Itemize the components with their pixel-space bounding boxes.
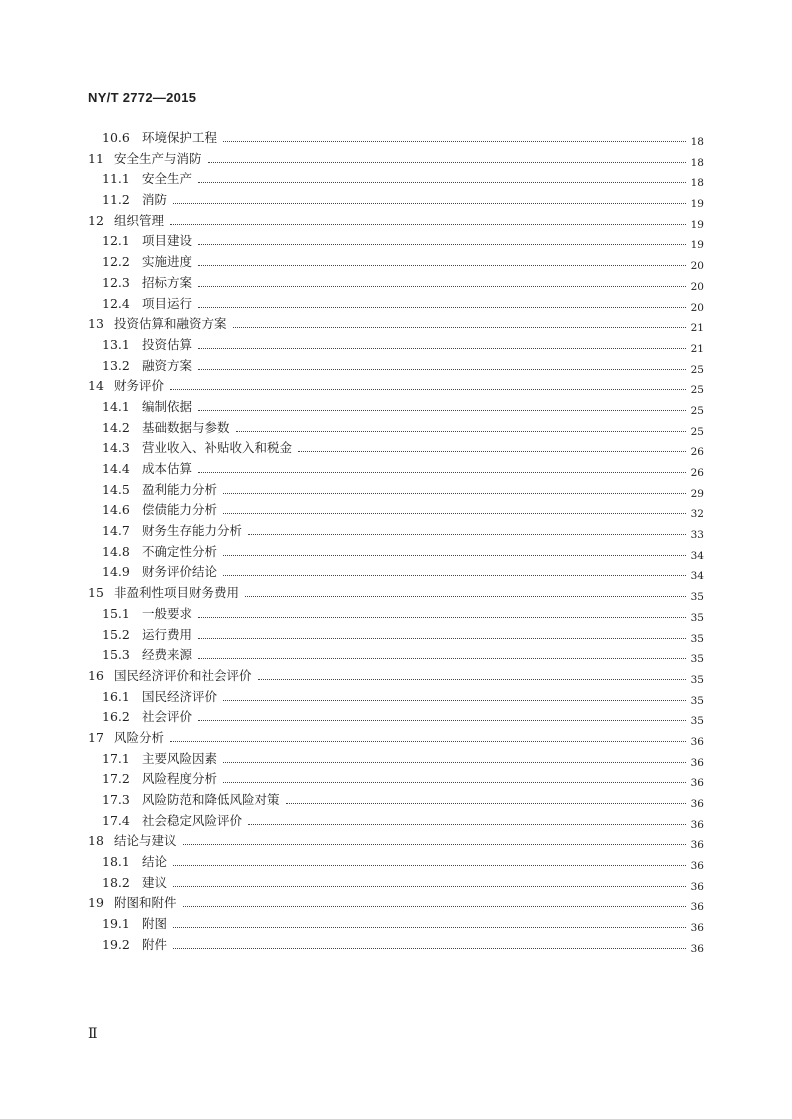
- toc-entry-page: 19: [690, 198, 704, 211]
- toc-dot-leader: [223, 141, 686, 142]
- toc-entry[interactable]: [88, 252, 704, 273]
- toc-entry-number: 17.3: [102, 792, 130, 807]
- toc-entry-number: 11.1: [102, 171, 130, 187]
- toc-entry[interactable]: [88, 480, 704, 501]
- toc-entry[interactable]: [88, 397, 704, 418]
- toc-entry-title: 运行费用: [142, 626, 193, 642]
- toc-entry[interactable]: [88, 418, 704, 439]
- toc-entry-number: 12.1: [102, 233, 130, 249]
- toc-entry-page: 36: [690, 735, 704, 748]
- toc-entry-number: 19.1: [102, 916, 130, 932]
- toc-entry-page: 35: [690, 715, 704, 728]
- toc-entry-page: 18: [690, 156, 704, 169]
- toc-entry[interactable]: [88, 169, 704, 190]
- toc-entry-title: 建议: [142, 874, 168, 890]
- toc-entry-page: 35: [690, 673, 704, 686]
- toc-dot-leader: [173, 865, 686, 866]
- toc-entry-page: 18: [690, 136, 704, 148]
- toc-entry-title: 营业收入、补贴收入和税金: [142, 440, 293, 456]
- toc-entry-number: 19: [88, 895, 104, 911]
- toc-entry-number: 17.2: [102, 771, 130, 787]
- toc-entry-number: 12.2: [102, 254, 130, 270]
- toc-dot-leader: [173, 203, 686, 204]
- toc-entry[interactable]: [88, 728, 704, 749]
- toc-entry-number: 16.2: [102, 709, 130, 725]
- toc-dot-leader: [298, 451, 686, 452]
- toc-entry-title: 偿债能力分析: [142, 502, 218, 518]
- toc-entry[interactable]: [88, 749, 704, 770]
- toc-entry-page: 33: [690, 529, 704, 542]
- toc-entry[interactable]: [88, 852, 704, 873]
- toc-entry-title: 盈利能力分析: [142, 481, 218, 497]
- toc-entry[interactable]: [88, 335, 704, 356]
- toc-entry-page: 36: [690, 798, 704, 810]
- toc-entry[interactable]: [88, 562, 704, 583]
- toc-entry-page: 29: [690, 487, 704, 500]
- toc-entry-number: 18.1: [102, 854, 130, 870]
- toc-dot-leader: [198, 410, 686, 411]
- toc-entry-number: 14.6: [102, 502, 130, 518]
- toc-entry-number: 15.2: [102, 626, 130, 642]
- toc-dot-leader: [198, 638, 686, 639]
- toc-dot-leader: [198, 720, 686, 721]
- toc-dot-leader: [170, 741, 686, 742]
- toc-entry[interactable]: [88, 149, 704, 170]
- toc-entry-page: 19: [690, 218, 704, 231]
- toc-entry[interactable]: [88, 873, 704, 894]
- toc-entry-number: 19.2: [102, 936, 130, 952]
- toc-entry-number: 11: [88, 150, 104, 166]
- toc-entry-title: 财务生存能力分析: [142, 523, 243, 539]
- toc-dot-leader: [223, 782, 686, 783]
- toc-entry-number: 14.4: [102, 461, 130, 476]
- toc-entry[interactable]: [88, 294, 704, 315]
- toc-entry-page: 18: [690, 177, 704, 190]
- toc-entry-title: 结论: [142, 854, 168, 870]
- toc-entry-title: 消防: [142, 192, 168, 208]
- toc-dot-leader: [183, 906, 686, 907]
- toc-dot-leader: [198, 658, 686, 659]
- toc-entry-page: 36: [690, 777, 704, 790]
- toc-entry-page: 36: [690, 839, 704, 852]
- toc-entry-title: 附件: [142, 936, 168, 952]
- toc-entry-page: 36: [690, 922, 704, 935]
- toc-entry[interactable]: [88, 604, 704, 625]
- toc-entry-title: 风险程度分析: [142, 771, 218, 787]
- toc-entry-title: 不确定性分析: [142, 543, 218, 559]
- toc-entry-page: 36: [690, 901, 704, 914]
- toc-entry-number: 12: [88, 212, 104, 228]
- toc-entry[interactable]: [88, 893, 704, 914]
- toc-entry-number: 18: [88, 833, 104, 849]
- toc-entry[interactable]: [88, 521, 704, 542]
- toc-entry-title: 社会评价: [142, 709, 193, 725]
- toc-dot-leader: [198, 472, 686, 473]
- toc-dot-leader: [248, 534, 686, 535]
- toc-entry-page: 36: [690, 860, 704, 873]
- toc-entry-number: 14.5: [102, 481, 130, 497]
- toc-entry-title: 财务评价: [114, 378, 165, 394]
- toc-dot-leader: [170, 389, 686, 390]
- toc-entry-number: 14.8: [102, 543, 130, 559]
- toc-entry-number: 16.1: [102, 688, 130, 704]
- toc-dot-leader: [223, 513, 686, 514]
- toc-entry[interactable]: [88, 190, 704, 211]
- toc-dot-leader: [198, 244, 686, 245]
- toc-entry-page: 21: [690, 342, 704, 355]
- standard-code: NY/T 2772—2015: [88, 90, 197, 105]
- toc-dot-leader: [233, 327, 686, 328]
- toc-dot-leader: [198, 348, 686, 349]
- toc-dot-leader: [245, 596, 686, 597]
- toc-dot-leader: [198, 369, 686, 370]
- toc-dot-leader: [223, 762, 686, 763]
- toc-entry-page: 35: [690, 611, 704, 624]
- toc-entry-title: 投资估算: [142, 336, 193, 352]
- toc-entry-number: 15.3: [102, 647, 130, 663]
- toc-entry-page: 25: [690, 425, 704, 438]
- toc-entry-title: 社会稳定风险评价: [142, 812, 243, 828]
- toc-entry-page: 19: [690, 239, 704, 252]
- toc-dot-leader: [223, 575, 686, 576]
- toc-entry-page: 26: [690, 446, 704, 459]
- toc-entry-title: 风险防范和降低风险对策: [142, 792, 280, 807]
- toc-dot-leader: [198, 286, 686, 287]
- toc-entry-number: 17.4: [102, 812, 130, 828]
- toc-entry[interactable]: [88, 811, 704, 832]
- toc-entry-number: 12.4: [102, 295, 130, 311]
- toc-entry[interactable]: [88, 376, 704, 397]
- toc-entry-number: 14.9: [102, 564, 130, 580]
- toc-entry-title: 风险分析: [114, 729, 165, 745]
- toc-dot-leader: [223, 555, 686, 556]
- toc-entry-title: 环境保护工程: [142, 130, 218, 145]
- toc-entry-number: 17: [88, 729, 104, 745]
- toc-entry-page: 34: [690, 570, 704, 583]
- toc-entry[interactable]: [88, 790, 704, 811]
- toc-entry-title: 基础数据与参数: [142, 419, 230, 435]
- toc-entry[interactable]: [88, 769, 704, 790]
- toc-dot-leader: [198, 265, 686, 266]
- toc-entry-number: 14.2: [102, 419, 130, 435]
- toc-entry-page: 20: [690, 260, 704, 273]
- toc-entry-title: 主要风险因素: [142, 750, 218, 766]
- toc-entry-number: 13: [88, 316, 104, 332]
- toc-entry[interactable]: [88, 211, 704, 232]
- toc-dot-leader: [198, 307, 686, 308]
- toc-entry-title: 成本估算: [142, 461, 193, 476]
- toc-entry-title: 项目运行: [142, 295, 193, 311]
- toc-entry-number: 12.3: [102, 274, 130, 290]
- toc-entry-page: 35: [690, 653, 704, 666]
- toc-entry-title: 经费来源: [142, 647, 193, 663]
- toc-entry-number: 14.1: [102, 398, 130, 414]
- toc-entry-number: 13.1: [102, 336, 130, 352]
- toc-entry-title: 附图和附件: [114, 895, 177, 911]
- toc-entry-page: 20: [690, 301, 704, 314]
- toc-entry-page: 36: [690, 756, 704, 769]
- toc-entry[interactable]: [88, 625, 704, 646]
- toc-entry-page: 36: [690, 818, 704, 831]
- toc-dot-leader: [248, 824, 686, 825]
- toc-entry-page: 34: [690, 549, 704, 562]
- toc-entry-title: 实施进度: [142, 254, 193, 270]
- toc-entry-page: 35: [690, 591, 704, 604]
- toc-entry-number: 18.2: [102, 874, 130, 890]
- toc-entry[interactable]: [88, 542, 704, 563]
- toc-entry[interactable]: [88, 687, 704, 708]
- toc-entry[interactable]: [88, 645, 704, 666]
- toc-entry[interactable]: [88, 231, 704, 252]
- toc-entry-title: 安全生产与消防: [114, 150, 202, 166]
- toc-entry-number: 14.3: [102, 440, 130, 456]
- toc-entry-title: 附图: [142, 916, 168, 932]
- toc-entry[interactable]: [88, 459, 704, 480]
- toc-dot-leader: [208, 162, 686, 163]
- toc-entry[interactable]: [88, 273, 704, 294]
- toc-entry[interactable]: [88, 583, 704, 604]
- toc-entry[interactable]: [88, 707, 704, 728]
- toc-entry-title: 投资估算和融资方案: [114, 316, 227, 332]
- toc-entry-page: 25: [690, 363, 704, 376]
- toc-dot-leader: [198, 617, 686, 618]
- toc-entry-page: 35: [690, 632, 704, 645]
- toc-entry-number: 14: [88, 378, 104, 394]
- toc-entry-number: 11.2: [102, 192, 130, 208]
- toc-entry-page: 26: [690, 467, 704, 479]
- toc-entry-number: 10.6: [102, 130, 130, 145]
- toc-dot-leader: [173, 886, 686, 887]
- toc-entry[interactable]: [88, 666, 704, 687]
- toc-entry[interactable]: [88, 500, 704, 521]
- toc-entry-page: 25: [690, 404, 704, 417]
- toc-entry-page: 20: [690, 280, 704, 293]
- toc-entry-number: 13.2: [102, 357, 130, 373]
- toc-dot-leader: [223, 700, 686, 701]
- toc-entry[interactable]: [88, 831, 704, 852]
- toc-entry-title: 结论与建议: [114, 833, 177, 849]
- toc-dot-leader: [173, 927, 686, 928]
- toc-entry-number: 15: [88, 585, 104, 601]
- toc-entry-number: 16: [88, 667, 104, 683]
- toc-entry[interactable]: [88, 914, 704, 935]
- toc-dot-leader: [236, 431, 686, 432]
- toc-entry[interactable]: [88, 935, 704, 956]
- toc-dot-leader: [223, 493, 686, 494]
- toc-entry[interactable]: [88, 128, 704, 149]
- toc-dot-leader: [258, 679, 686, 680]
- toc-dot-leader: [170, 224, 686, 225]
- toc-entry-page: 21: [690, 322, 704, 335]
- toc-entry-page: 32: [690, 508, 704, 521]
- toc-entry-title: 国民经济评价和社会评价: [114, 667, 252, 683]
- toc-entry-title: 编制依据: [142, 398, 193, 414]
- toc-entry-number: 15.1: [102, 605, 130, 621]
- toc-entry-title: 非盈利性项目财务费用: [114, 585, 240, 601]
- toc-entry[interactable]: [88, 314, 704, 335]
- toc-entry-number: 17.1: [102, 750, 130, 766]
- table-of-contents: [88, 128, 704, 956]
- toc-entry-title: 一般要求: [142, 605, 193, 621]
- toc-entry-title: 组织管理: [114, 212, 165, 228]
- toc-dot-leader: [183, 844, 686, 845]
- toc-entry-page: 36: [690, 942, 704, 955]
- toc-entry-title: 安全生产: [142, 171, 193, 187]
- toc-dot-leader: [173, 948, 686, 949]
- toc-dot-leader: [286, 803, 686, 804]
- toc-entry-number: 14.7: [102, 523, 130, 539]
- toc-entry[interactable]: [88, 438, 704, 459]
- toc-entry-page: 25: [690, 384, 704, 397]
- toc-entry-page: 35: [690, 694, 704, 707]
- toc-entry-page: 36: [690, 880, 704, 893]
- toc-entry-title: 融资方案: [142, 357, 193, 373]
- toc-entry-title: 国民经济评价: [142, 688, 218, 704]
- toc-entry-title: 招标方案: [142, 274, 193, 290]
- toc-entry[interactable]: [88, 356, 704, 377]
- toc-entry-title: 财务评价结论: [142, 564, 218, 580]
- page-number: Ⅱ: [88, 1026, 98, 1042]
- toc-entry-title: 项目建设: [142, 233, 193, 249]
- toc-dot-leader: [198, 182, 686, 183]
